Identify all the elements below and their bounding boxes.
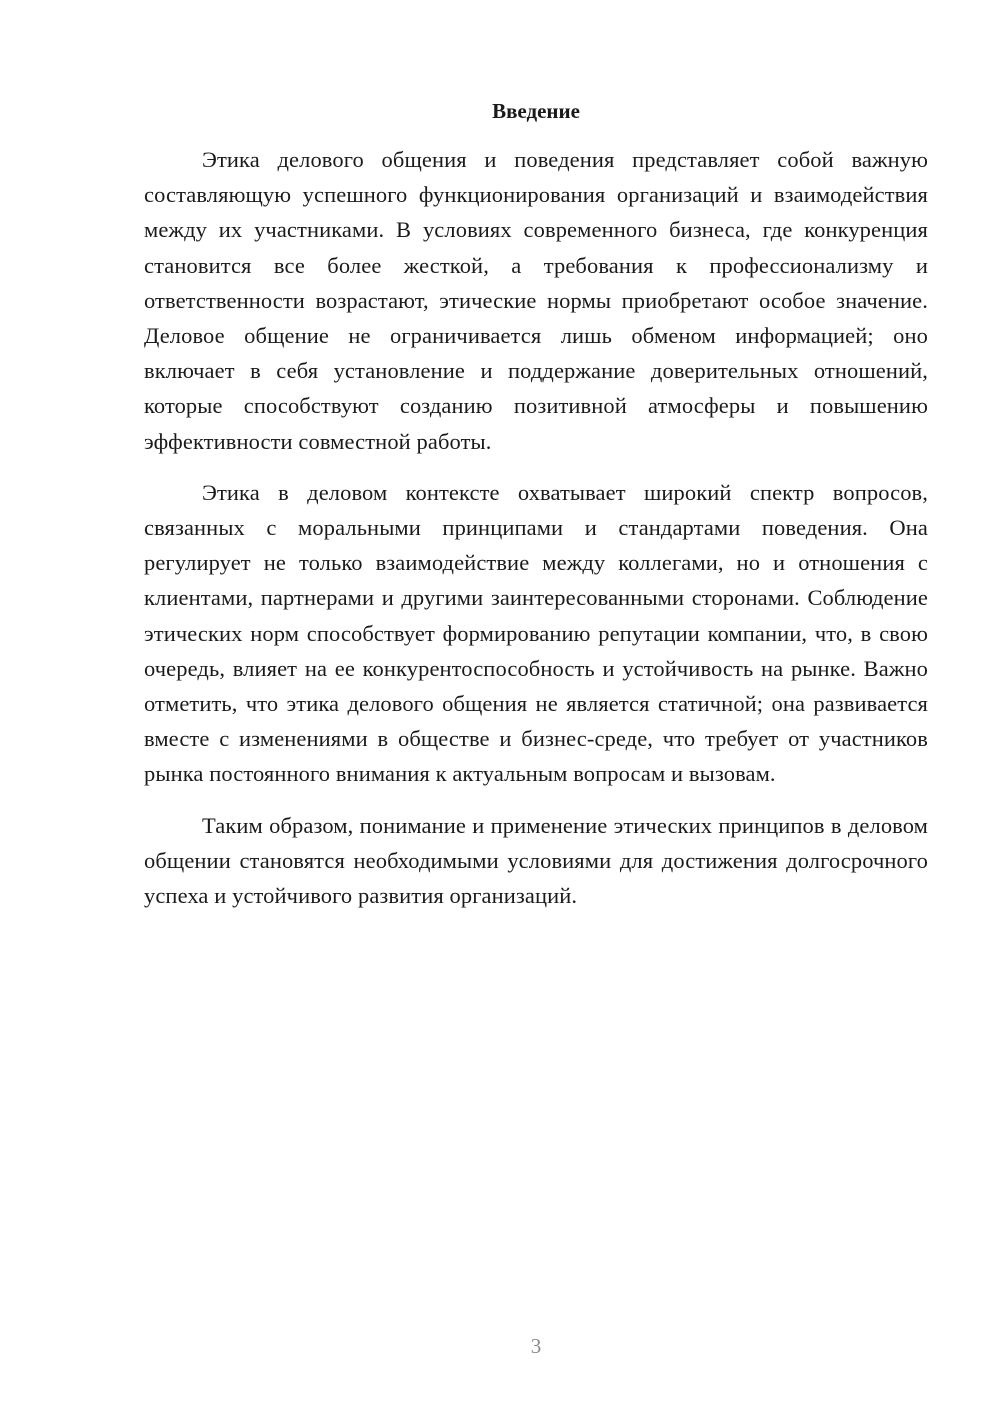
paragraph-2: Этика в деловом контексте охватывает широкий спектр вопросов, связанных с моральными принципами и стандартами поведения. Она регулирует не только взаимодействие между коллегами, но и отношения с клиентами, партнерами и другими заинтересованными сторонами. Соблюдение этических норм способствует формированию репутации компании, что, в свою очередь, влияет на ее конкурентоспособность и устойчивость на рынке. Важно отметить, что этика делового общения не является статичной; она развивается вместе с изменениями в обществе и бизнес-среде, что требует от участников рынка постоянного внимания к актуальным вопросам и вызовам.	[144, 479, 928, 787]
page-number: 3	[530, 1334, 542, 1358]
section-heading: Введение	[492, 99, 580, 123]
document-body	[144, 96, 928, 929]
paragraph-3: Таким образом, понимание и применение этических принципов в деловом общении становятся необходимыми условиями для достижения долгосрочного успеха и устойчивого развития организаций.	[144, 812, 928, 909]
paragraph-1: Этика делового общения и поведения представляет собой важную составляющую успешного функционирования организаций и взаимодействия между их участниками. В условиях современного бизнеса, где конкуренция становится все более жесткой, а требования к профессионализму и ответственности возрастают, этические нормы приобретают особое значение. Деловое общение не ограничивается лишь обменом информацией; оно включает в себя установление и поддержание доверительных отношений, которые способствуют созданию позитивной атмосферы и повышению эффективности совместной работы.	[144, 147, 928, 454]
